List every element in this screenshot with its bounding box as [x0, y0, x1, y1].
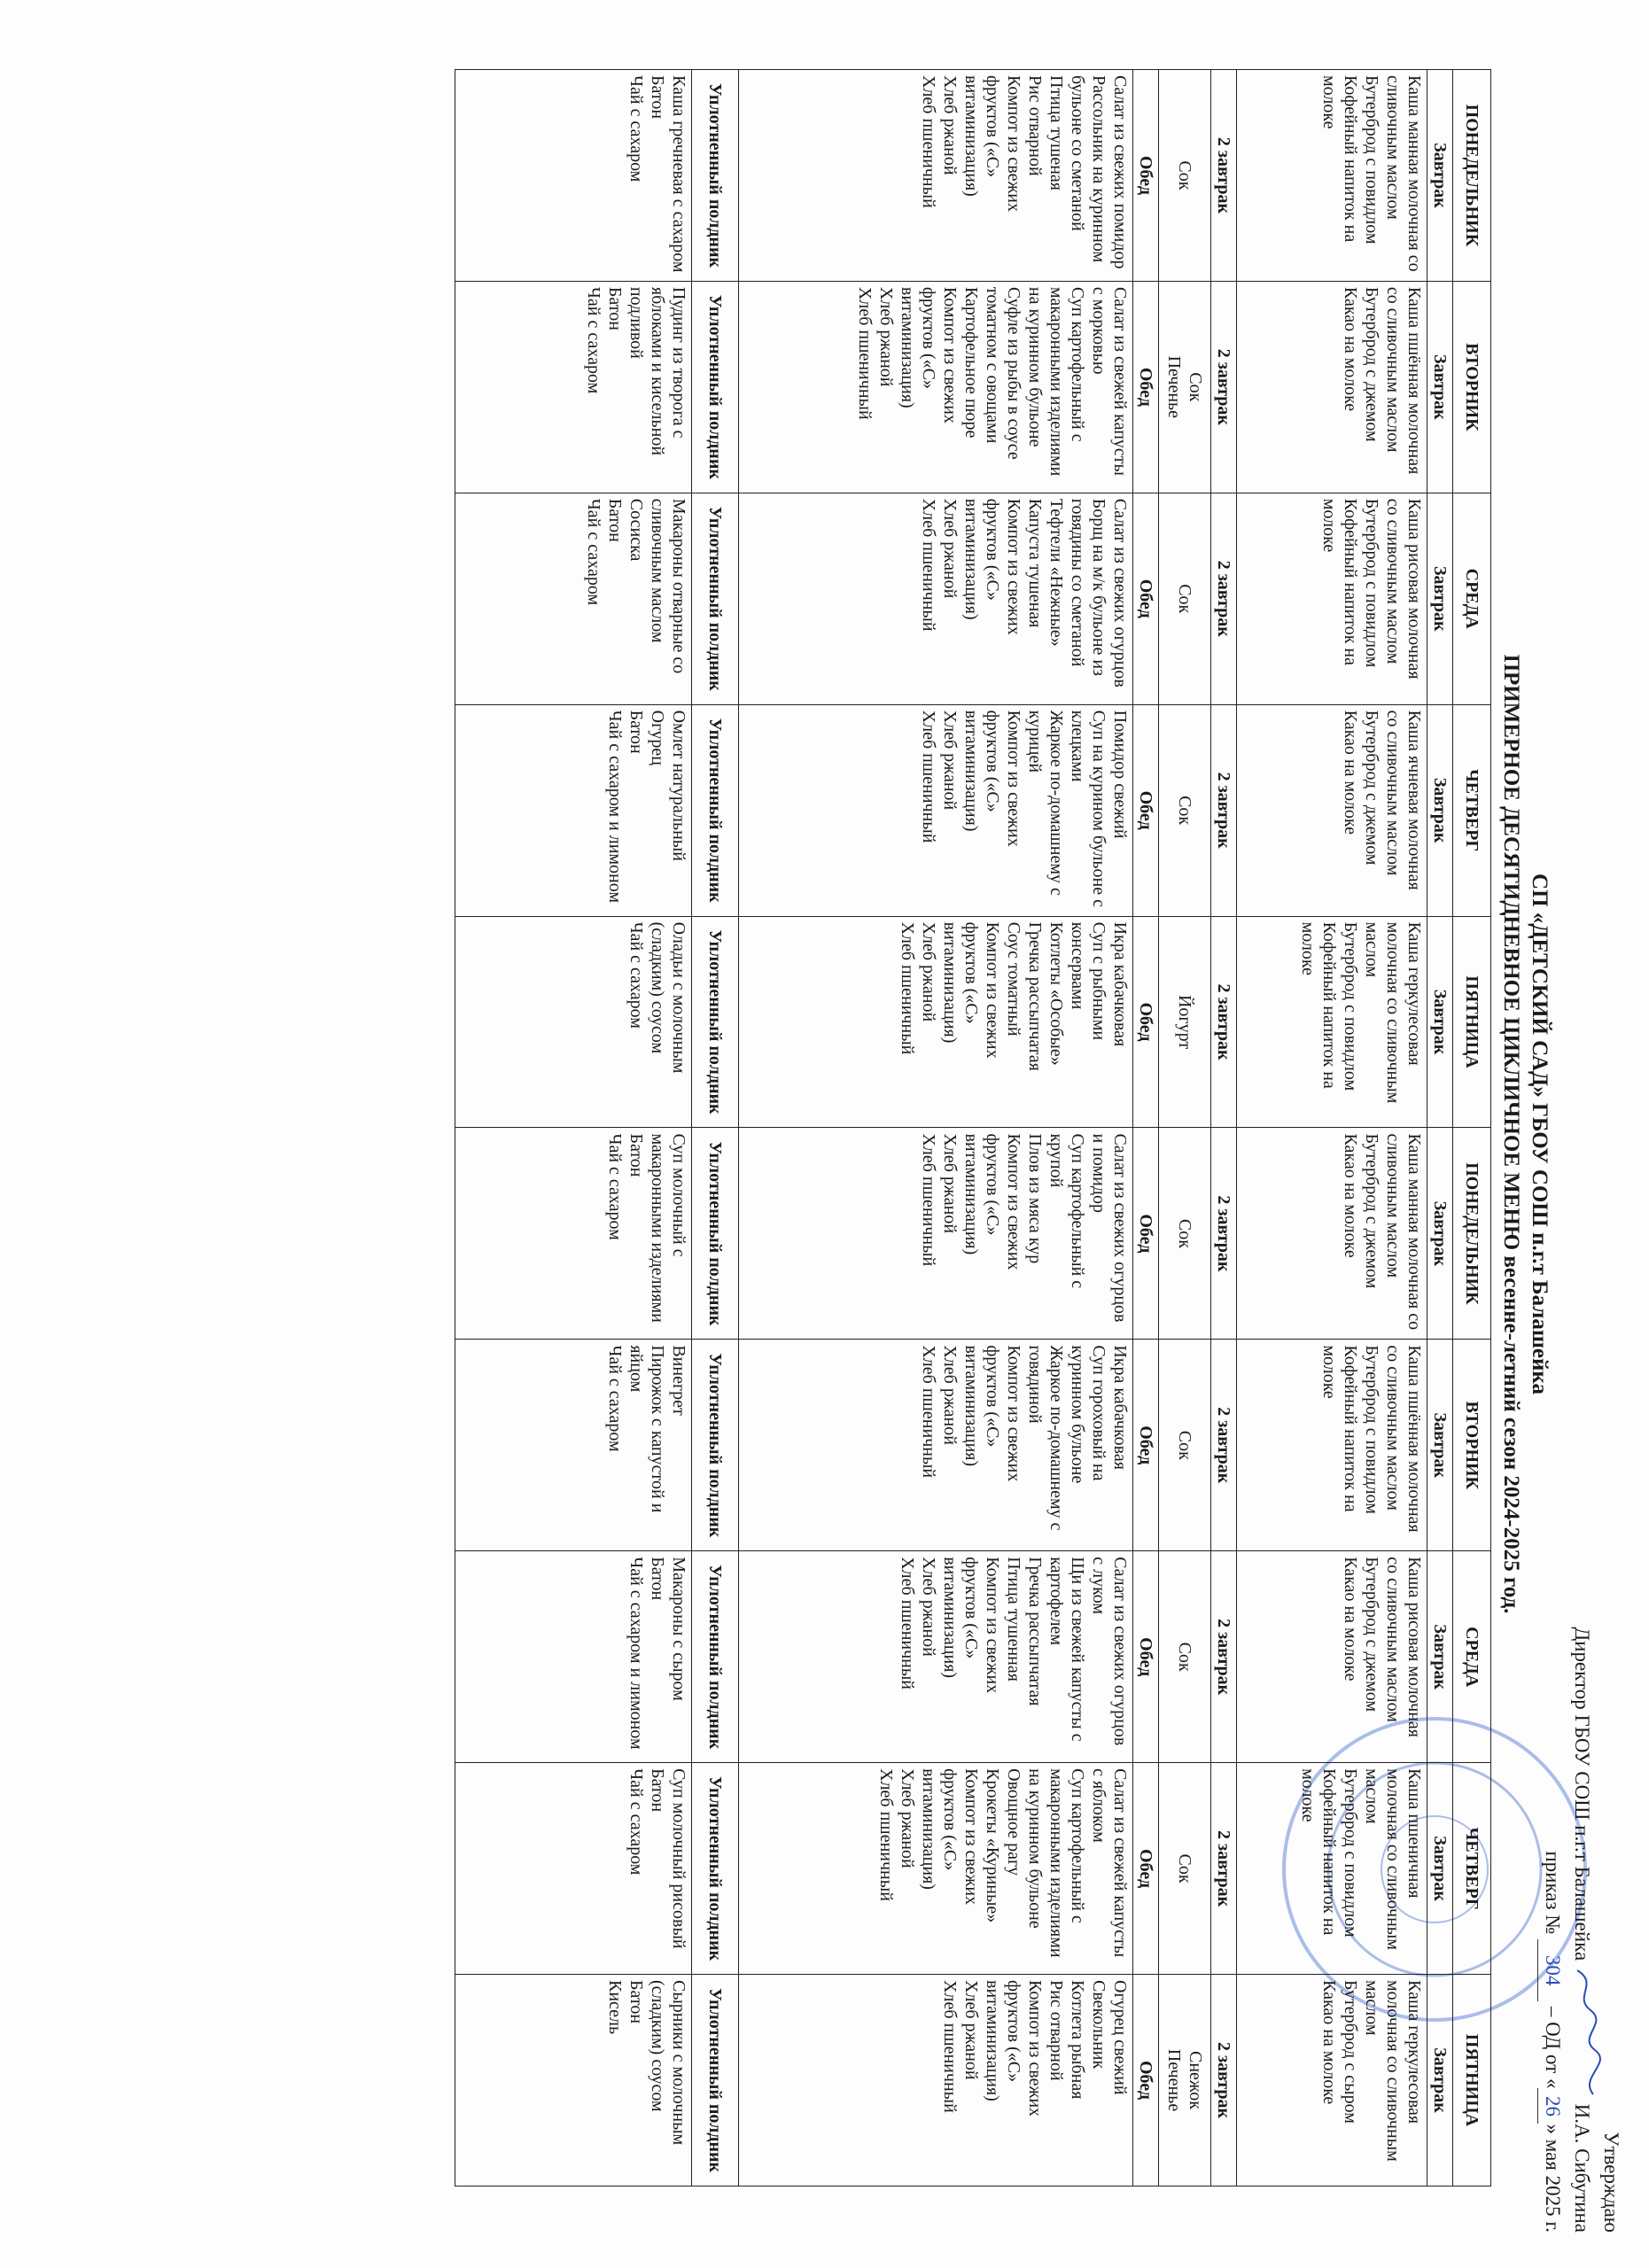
dish-item: Каша рисовая молочная со сливочным маслом — [1383, 498, 1424, 680]
snack-label: 2 завтрак — [1211, 704, 1237, 916]
afternoon-label: Уплотненный полдник — [692, 1128, 739, 1340]
dish-item: Хлеб пшеничный — [919, 1345, 938, 1479]
snack-label: 2 завтрак — [1211, 281, 1237, 493]
snack-label-row — [1211, 70, 1237, 2186]
snack-label: 2 завтрак — [1211, 493, 1237, 704]
dish-item: Бутерброд с джемом — [1362, 1557, 1381, 1713]
dish-list — [626, 1768, 689, 1969]
order-date-mid: – ОД от « — [1542, 2006, 1564, 2089]
order-number: 304 — [1537, 1939, 1567, 2001]
dish-item: Рис отварной — [1025, 75, 1045, 176]
title-line-2: ПРИМЕРНОЕ ДЕСЯТИДНЕВНОЕ ЦИКЛИЧНОЕ МЕНЮ весенне-летний сезон 2024-2025 год. — [1499, 654, 1523, 1614]
dish-item: Батон — [648, 1557, 667, 1601]
afternoon-cell — [455, 1128, 692, 1340]
dish-item: Салат из свежих огурцов — [1110, 498, 1130, 687]
dish-item: Картофельное пюре — [961, 286, 981, 439]
lunch-label: Обед — [1133, 1975, 1159, 2186]
breakfast-cell — [1237, 1551, 1427, 1763]
dish-list — [1340, 1557, 1425, 1757]
dish-item: Каша геркулесовая молочная со сливочным маслом — [1362, 921, 1424, 1104]
dish-item: Суп молочный рисовый — [669, 1768, 688, 1949]
dish-list — [875, 1768, 1131, 1969]
dish-list — [626, 922, 689, 1122]
dish-list — [918, 75, 1131, 276]
dish-item: Пудинг из творога с яблоками и кисельной подливой — [626, 286, 688, 456]
snack-cell — [1159, 1551, 1211, 1763]
breakfast-cell — [1237, 281, 1427, 493]
dish-item: Салат из свежих огурцов и помидор — [1089, 1133, 1130, 1323]
dish-item: Компот из свежих фруктов («С» витаминизация) — [961, 498, 1023, 635]
dish-item: Хлеб ржаной — [940, 1133, 960, 1234]
dish-item: Макароны отварные со сливочным маслом — [648, 498, 688, 674]
lunch-label: Обед — [1133, 1128, 1159, 1340]
dish-item: Сырники с молочным (сладким) соусом — [648, 1980, 688, 2146]
dish-item: Плов из мяса кур — [1025, 1133, 1045, 1264]
dish-list — [1174, 922, 1195, 1122]
dish-item: Птица тушенная — [1004, 1557, 1023, 1682]
dish-item: Каша пшённая молочная со сливочным маслом — [1383, 286, 1424, 475]
dish-list — [626, 75, 689, 276]
dish-item: Хлеб пшеничный — [855, 286, 875, 420]
dish-item: Сок — [1175, 796, 1194, 826]
lunch-label: Обед — [1133, 1551, 1159, 1763]
lunch-label: Обед — [1133, 1763, 1159, 1975]
dish-list — [1174, 499, 1195, 699]
dish-item: Каша гречневая с сахаром — [669, 75, 688, 273]
dish-item: Бутерброд с повидлом — [1362, 75, 1381, 245]
dish-list — [1163, 1980, 1206, 2180]
snack-label: 2 завтрак — [1211, 1340, 1237, 1551]
afternoon-label: Уплотненный полдник — [692, 1340, 739, 1551]
dish-item: Суп картофельный с макаронными изделиями на куринном бульоне — [1025, 1768, 1087, 1958]
dish-item: Сок — [1186, 372, 1205, 402]
dish-item: Батон — [626, 1133, 646, 1177]
director-signature — [1568, 1966, 1591, 2099]
lunch-cell — [739, 493, 1133, 704]
lunch-label: Обед — [1133, 493, 1159, 704]
dish-item: Бутерброд с повидлом — [1341, 921, 1360, 1091]
snack-cell — [1159, 1340, 1211, 1551]
dish-list — [604, 711, 689, 911]
breakfast-row — [1237, 70, 1427, 2186]
dish-list — [1318, 1980, 1425, 2180]
lunch-label-row — [1133, 70, 1159, 2186]
dish-list — [939, 1980, 1131, 2180]
snack-label: 2 завтрак — [1211, 1763, 1237, 1975]
dish-item: Кофейный напиток на молоке — [1298, 921, 1339, 1089]
dish-item: Бутерброд с джемом — [1362, 1133, 1381, 1289]
breakfast-cell — [1237, 916, 1427, 1128]
day-header: ЧЕТВЕРГ — [1453, 704, 1491, 916]
dish-item: Каша рисовая молочная со сливочным маслом — [1383, 1557, 1424, 1737]
dish-item: Салат из свежих огурцов с луком — [1089, 1557, 1130, 1746]
dish-list — [918, 499, 1131, 699]
dish-list — [1340, 1133, 1425, 1333]
dish-item: Печенье — [1164, 2048, 1184, 2112]
day-header: ПОНЕДЕЛЬНИК — [1453, 70, 1491, 282]
dish-item: Сок — [1175, 1430, 1194, 1460]
dish-item: Макароны с сыром — [669, 1557, 688, 1701]
lunch-cell — [739, 281, 1133, 493]
breakfast-label: Завтрак — [1427, 704, 1453, 916]
afternoon-label: Уплотненный полдник — [692, 1763, 739, 1975]
menu-table — [455, 69, 1491, 2186]
dish-item: Чай с сахаром и лимоном — [605, 710, 625, 904]
breakfast-label: Завтрак — [1427, 1551, 1453, 1763]
dish-item: Пирожок с капустой и яйцом — [626, 1345, 667, 1513]
dish-item: Чай с сахаром — [584, 498, 603, 606]
dish-item: Бутерброд с джемом — [1362, 710, 1381, 866]
dish-item: Чай с сахаром — [626, 75, 646, 183]
dish-list — [604, 1980, 689, 2180]
afternoon-cell — [455, 1340, 692, 1551]
dish-item: Котлета рыбная — [1068, 1980, 1087, 2100]
dish-item: Икра кабачковая — [1110, 921, 1130, 1047]
dish-item: Компот из свежих фруктов («С» витаминизация) — [940, 1557, 1002, 1694]
snack-row — [1159, 70, 1211, 2186]
dish-item: Салат из свежих помидор — [1110, 75, 1130, 269]
dish-item: Батон — [626, 1980, 646, 2024]
dish-list — [1174, 75, 1195, 276]
snack-label: 2 завтрак — [1211, 916, 1237, 1128]
dish-item: Бутерброд с повидлом — [1362, 1345, 1381, 1514]
dish-item: Бутерброд с сыром — [1341, 1980, 1360, 2124]
snack-cell — [1159, 493, 1211, 704]
lunch-cell — [739, 916, 1133, 1128]
afternoon-label: Уплотненный полдник — [692, 70, 739, 282]
breakfast-label: Завтрак — [1427, 1340, 1453, 1551]
dish-item: Сок — [1175, 1642, 1194, 1672]
dish-item: Печенье — [1164, 355, 1184, 419]
dish-item: Кофейный напиток на молоке — [1319, 1345, 1360, 1512]
dish-item: Огурец — [648, 710, 667, 765]
dish-list — [897, 922, 1131, 1122]
dish-item: Хлеб пшеничный — [919, 710, 938, 843]
dish-item: Батон — [626, 710, 646, 754]
dish-list — [854, 287, 1131, 487]
breakfast-label: Завтрак — [1427, 493, 1453, 704]
lunch-cell — [739, 1551, 1133, 1763]
dish-list — [1174, 1133, 1195, 1333]
order-date-suffix: » мая 2025 г. — [1542, 2124, 1564, 2233]
snack-cell — [1159, 1763, 1211, 1975]
director-name: И.А. Сибутина — [1571, 2103, 1593, 2233]
dish-item: Огурец свежий — [1110, 1980, 1130, 2095]
afternoon-label-row — [692, 70, 739, 2186]
dish-item: Батон — [648, 1768, 667, 1813]
dish-item: Хлеб пшеничный — [940, 1980, 960, 2113]
dish-item: Хлеб пшеничный — [898, 921, 917, 1055]
day-header: СРЕДА — [1453, 1551, 1491, 1763]
breakfast-label: Завтрак — [1427, 70, 1453, 282]
snack-label: 2 завтрак — [1211, 1128, 1237, 1340]
dish-item: Суп картофельный с макаронными изделиями на куринном бульоне — [1025, 286, 1087, 477]
dish-item: Жаркое по-домашнему с говядиной — [1025, 1345, 1066, 1531]
dish-item: Компот из свежих фруктов («С» витаминизация) — [961, 1345, 1023, 1482]
afternoon-label: Уплотненный полдник — [692, 1975, 739, 2186]
snack-cell — [1159, 1975, 1211, 2186]
dish-item: Соус томатный — [1004, 921, 1023, 1037]
dish-list — [1174, 1345, 1195, 1545]
breakfast-cell — [1237, 1975, 1427, 2186]
dish-item: Кофейный напиток на молоке — [1319, 498, 1360, 666]
snack-label: 2 завтрак — [1211, 1551, 1237, 1763]
dish-item: Сок — [1175, 584, 1194, 614]
lunch-label: Обед — [1133, 916, 1159, 1128]
day-header: ПЯТНИЦА — [1453, 916, 1491, 1128]
dish-item: Птица тушеная — [1046, 75, 1066, 190]
dish-item: Батон — [605, 498, 625, 542]
afternoon-label: Уплотненный полдник — [692, 704, 739, 916]
dish-list — [604, 1133, 689, 1333]
dish-item: Сок — [1175, 1218, 1194, 1248]
dish-list — [1174, 1768, 1195, 1969]
dish-item: Компот из свежих фруктов («С» витаминизация) — [961, 1133, 1023, 1270]
dish-list — [1318, 75, 1425, 276]
dish-item: Икра кабачковая — [1110, 1345, 1130, 1470]
dish-item: Кофейный напиток на молоке — [1319, 75, 1360, 243]
dish-item: Помидор свежий — [1110, 710, 1130, 839]
dish-list — [1340, 711, 1425, 911]
dish-item: Компот из свежих фруктов («С» витаминизация) — [983, 1980, 1045, 2117]
dish-item: Бутерброд с повидлом — [1341, 1768, 1360, 1938]
afternoon-label: Уплотненный полдник — [692, 281, 739, 493]
breakfast-label: Завтрак — [1427, 1975, 1453, 2186]
dish-item: Каша манная молочная со сливочным маслом — [1383, 75, 1424, 272]
dish-item: Бутерброд с повидлом — [1362, 498, 1381, 668]
snack-cell — [1159, 281, 1211, 493]
dish-item: Крокеты «Куриные» — [983, 1768, 1002, 1923]
lunch-cell — [739, 1340, 1133, 1551]
afternoon-label: Уплотненный полдник — [692, 493, 739, 704]
dish-list — [897, 1557, 1131, 1757]
dish-list — [1163, 287, 1206, 487]
breakfast-cell — [1237, 704, 1427, 916]
day-header: ЧЕТВЕРГ — [1453, 1763, 1491, 1975]
day-header: ПЯТНИЦА — [1453, 1975, 1491, 2186]
dish-item: Чай с сахаром — [605, 1133, 625, 1240]
dish-item: Компот из свежих фруктов («С» витаминизация) — [961, 710, 1023, 847]
dish-item: Овощное рагу — [1004, 1768, 1023, 1876]
dish-item: Хлеб пшеничный — [876, 1768, 896, 1901]
dish-item: Йогурт — [1175, 994, 1194, 1050]
dish-item: Суп гороховый на куринном бульоне — [1068, 1345, 1108, 1484]
dish-list — [1318, 499, 1425, 699]
afternoon-cell — [455, 70, 692, 282]
day-header: ВТОРНИК — [1453, 281, 1491, 493]
dish-item: Капуста тушеная — [1025, 498, 1045, 628]
dish-item: Компот из свежих фруктов («С» витаминизация) — [919, 1768, 981, 1906]
dish-item: Чай с сахаром — [605, 1345, 625, 1452]
day-header: ВТОРНИК — [1453, 1340, 1491, 1551]
dish-item: Чай с сахаром — [584, 286, 603, 394]
dish-item: Каша ячневая молочная со сливочным маслом — [1383, 710, 1424, 890]
dish-list — [1297, 922, 1425, 1122]
dish-item: Какао на молоке — [1341, 1133, 1360, 1258]
approval-heading: Утверждаю — [1600, 2132, 1622, 2233]
lunch-cell — [739, 1975, 1133, 2186]
dish-item: Рис отварной — [1046, 1980, 1066, 2081]
dish-item: Чай с сахаром — [626, 921, 646, 1029]
breakfast-label: Завтрак — [1427, 1128, 1453, 1340]
afternoon-cell — [455, 916, 692, 1128]
dish-item: Какао на молоке — [1341, 710, 1360, 835]
dish-list — [604, 1345, 689, 1545]
dish-item: Сосиска — [626, 498, 646, 562]
dish-item: Гречка рассыпчатая — [1025, 921, 1045, 1071]
afternoon-label: Уплотненный полдник — [692, 1551, 739, 1763]
dish-item: Салат из свежей капусты с морковью — [1089, 286, 1130, 476]
dish-item: Какао на молоке — [1341, 1557, 1360, 1682]
breakfast-label: Завтрак — [1427, 916, 1453, 1128]
dish-list — [918, 711, 1131, 911]
dish-item: Салат из свежей капусты с яблоком — [1089, 1768, 1130, 1958]
dish-item: Омлет натуральный — [669, 710, 688, 861]
dish-item: Борщ на м/к бульоне из говядины со сметаной — [1068, 498, 1108, 676]
dish-item: Кофейный напиток на молоке — [1298, 1768, 1339, 1936]
dish-item: Хлеб ржаной — [940, 1345, 960, 1445]
breakfast-label: Завтрак — [1427, 1763, 1453, 1975]
day-header: СРЕДА — [1453, 493, 1491, 704]
day-header: ПОНЕДЕЛЬНИК — [1453, 1128, 1491, 1340]
dish-item: Какао на молоке — [1319, 1980, 1339, 2105]
order-day: 26 — [1537, 2088, 1567, 2124]
dish-list — [1318, 1345, 1425, 1545]
afternoon-cell — [455, 704, 692, 916]
lunch-label: Обед — [1133, 1340, 1159, 1551]
dish-item: Компот из свежих фруктов («С» витаминизация) — [898, 286, 960, 423]
dish-item: Хлеб ржаной — [940, 498, 960, 599]
dish-list — [1174, 711, 1195, 911]
dish-list — [1297, 1768, 1425, 1969]
dish-item: Хлеб ржаной — [961, 1980, 981, 2080]
approval-director-line — [1567, 1506, 1597, 2233]
dish-list — [1340, 287, 1425, 487]
dish-item: Хлеб ржаной — [940, 710, 960, 811]
dish-item: Чай с сахаром — [626, 1768, 646, 1876]
dish-item: Суп картофельный с крупой — [1046, 1133, 1087, 1289]
director-title: Директор ГБОУ СОШ п.г.т Балашейка — [1571, 1627, 1593, 1961]
order-word: приказ — [1542, 1851, 1564, 1910]
breakfast-cell — [1237, 1763, 1427, 1975]
lunch-cell — [739, 1128, 1133, 1340]
day-header-row — [1453, 70, 1491, 2186]
document-title — [1497, 0, 1553, 2268]
snack-cell — [1159, 704, 1211, 916]
dish-item: Бутерброд с джемом — [1362, 286, 1381, 442]
afternoon-cell — [455, 1551, 692, 1763]
breakfast-cell — [1237, 70, 1427, 282]
snack-label: 2 завтрак — [1211, 1975, 1237, 2186]
dish-item: Хлеб пшеничный — [919, 1133, 938, 1267]
dish-item: Суп на курином бульоне с клецками — [1068, 710, 1108, 908]
dish-item: Хлеб пшеничный — [919, 498, 938, 632]
afternoon-cell — [455, 1763, 692, 1975]
dish-item: Каша пшённая молочная со сливочным маслом — [1383, 1345, 1424, 1533]
dish-item: Батон — [605, 286, 625, 330]
dish-item: Снежок — [1186, 2051, 1205, 2109]
dish-list — [918, 1133, 1131, 1333]
dish-list — [1174, 1557, 1195, 1757]
order-number-sign: № — [1542, 1915, 1564, 1935]
breakfast-cell — [1237, 1128, 1427, 1340]
afternoon-cell — [455, 493, 692, 704]
dish-item: Винегрет — [669, 1345, 688, 1416]
dish-item: Кисель — [605, 1980, 625, 2035]
dish-item: Тефтели «Нежные» — [1046, 498, 1066, 647]
afternoon-label: Уплотненный полдник — [692, 916, 739, 1128]
dish-item: Хлеб ржаной — [876, 286, 896, 387]
dish-item: Оладьи с молочным (сладким) соусом — [648, 921, 688, 1074]
dish-list — [583, 287, 689, 487]
dish-item: Жаркое по-домашнему с курицей — [1025, 710, 1066, 896]
dish-item: Суфле из рыбы в соусе томатном с овощами — [983, 286, 1023, 460]
dish-item: Компот из свежих фруктов («С» витаминизация) — [961, 75, 1023, 213]
lunch-label: Обед — [1133, 70, 1159, 282]
breakfast-cell — [1237, 493, 1427, 704]
title-line-1: СП «ДЕТСКИЙ САД» ГБОУ СОШ п.г.т Балашейка — [1528, 874, 1552, 1394]
snack-cell — [1159, 1128, 1211, 1340]
dish-list — [583, 499, 689, 699]
dish-item: Гречка рассыпчатая — [1025, 1557, 1045, 1706]
dish-item: Суп молочный с макаронными изделиями — [648, 1133, 688, 1323]
snack-cell — [1159, 916, 1211, 1128]
lunch-cell — [739, 1763, 1133, 1975]
dish-item: Компот из свежих фруктов («С» витаминизация) — [940, 921, 1002, 1059]
dish-item: Хлеб ржаной — [940, 75, 960, 175]
dish-item: Сок — [1175, 1853, 1194, 1884]
dish-item: Щи из свежей капусты с картофелем — [1046, 1557, 1087, 1742]
dish-item: Свекольник — [1089, 1980, 1108, 2070]
dish-item: Чай с сахаром и лимоном — [626, 1557, 646, 1750]
breakfast-cell — [1237, 1340, 1427, 1551]
dish-item: Каша пшеничная молочная со сливочным маслом — [1362, 1768, 1424, 1950]
lunch-label: Обед — [1133, 281, 1159, 493]
snack-label: 2 завтрак — [1211, 70, 1237, 282]
dish-item: Суп с рыбными консервами — [1068, 921, 1108, 1041]
dish-item: Хлеб ржаной — [919, 921, 938, 1022]
breakfast-label: Завтрак — [1427, 281, 1453, 493]
dish-item: Хлеб ржаной — [898, 1768, 917, 1868]
dish-item: Хлеб ржаной — [919, 1557, 938, 1657]
dish-item: Каша манная молочная со сливочным маслом — [1383, 1133, 1424, 1331]
lunch-cell — [739, 70, 1133, 282]
afternoon-row — [455, 70, 692, 2186]
breakfast-label-row — [1427, 70, 1453, 2186]
dish-item: Каша геркулесовая молочная со сливочным маслом — [1362, 1980, 1424, 2162]
dish-item: Какао на молоке — [1341, 286, 1360, 412]
lunch-label: Обед — [1133, 704, 1159, 916]
afternoon-cell — [455, 281, 692, 493]
dish-item: Хлеб пшеничный — [919, 75, 938, 208]
snack-cell — [1159, 70, 1211, 282]
dish-item: Сок — [1175, 160, 1194, 190]
dish-list — [626, 1557, 689, 1757]
dish-item: Рассольник на куринном бульоне со сметаной — [1068, 75, 1108, 263]
lunch-row — [739, 70, 1133, 2186]
dish-item: Котлеты «Особые» — [1046, 921, 1066, 1066]
afternoon-cell — [455, 1975, 692, 2186]
dish-list — [918, 1345, 1131, 1545]
dish-item: Хлеб пшеничный — [898, 1557, 917, 1689]
lunch-cell — [739, 704, 1133, 916]
dish-item: Батон — [648, 75, 667, 120]
